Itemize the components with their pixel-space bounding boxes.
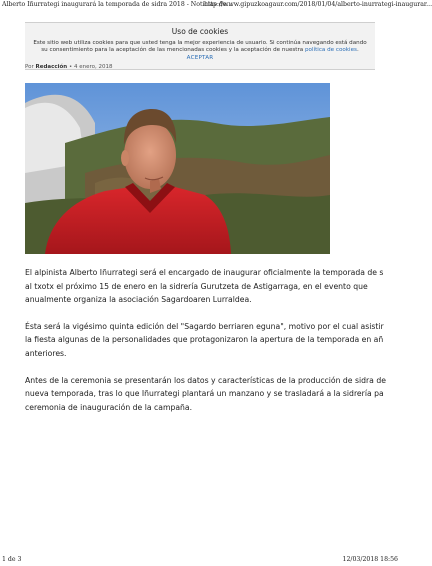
page-number: 1 de 3	[2, 556, 22, 563]
article-paragraph	[25, 374, 386, 415]
article-line: anualmente organiza la asociación Sagardoaren Lurraldea.	[25, 295, 252, 305]
byline	[25, 64, 112, 70]
print-datetime: 12/03/2018 18:56	[342, 556, 398, 563]
article-line: al txotx el próximo 15 de enero en la sidrería Gurutzeta de Astigarraga, en el evento que	[25, 281, 368, 291]
print-header-url: http://www.gipuzkoagaur.com/2018/01/04/alberto-inurrategi-inaugurar...	[204, 1, 432, 8]
article-body	[25, 266, 386, 427]
byline-date: 4 enero, 2018	[73, 64, 113, 70]
cookie-accept-button[interactable]: ACEPTAR	[186, 55, 214, 61]
article-line: ceremonia de inauguración de la campaña.	[25, 402, 193, 412]
article-line: anteriores.	[25, 348, 67, 358]
article-paragraph	[25, 266, 384, 307]
article-line: Antes de la ceremonia se presentarán los datos y características de la producción de sidra de	[25, 375, 386, 385]
article-line: Ésta será la vigésimo quinta edición del "Sagardo berriaren eguna", motivo por el cual asistir	[25, 321, 384, 331]
cookie-banner-title: Uso de cookies	[171, 27, 229, 36]
byline-separator: •	[68, 64, 73, 70]
cookie-banner	[25, 22, 375, 70]
print-header	[0, 0, 432, 12]
print-header-title: Alberto Iñurrategi inaugurará la temporada de sidra 2018 - Noticias de...	[2, 1, 233, 8]
article-photo	[25, 83, 330, 254]
article-line: nueva temporada, tras lo que Iñurrategi plantará un manzano y se trasladará a la sidrería pa	[25, 389, 384, 399]
byline-author[interactable]: Redacción	[35, 64, 68, 70]
article-line: la fiesta algunas de la personalidades que protagonizaron la apertura de la temporada en añ	[25, 335, 384, 345]
cookie-policy-link[interactable]: política de cookies	[305, 46, 357, 53]
article-photo-image	[25, 83, 330, 254]
article-paragraph	[25, 320, 384, 361]
byline-prefix: Por	[25, 64, 34, 70]
cookie-banner-text: Este sitio web utiliza cookies para que usted tenga la mejor experiencia de usuario. Si continúa navegando está dando su consentimiento para la aceptación de las mencionadas cookies y la aceptación de nuestra política de cookies.	[33, 40, 367, 53]
print-footer	[0, 556, 400, 566]
article-line: El alpinista Alberto Iñurrategi será el encargado de inaugurar oficialmente la temporada de s	[25, 268, 384, 277]
cookie-banner-message: Este sitio web utiliza cookies para que usted tenga la mejor experiencia de usuario. Si continúa navegando está dando su consentimiento para la aceptación de las mencionadas cookies y la aceptación de nuestra	[33, 40, 367, 53]
